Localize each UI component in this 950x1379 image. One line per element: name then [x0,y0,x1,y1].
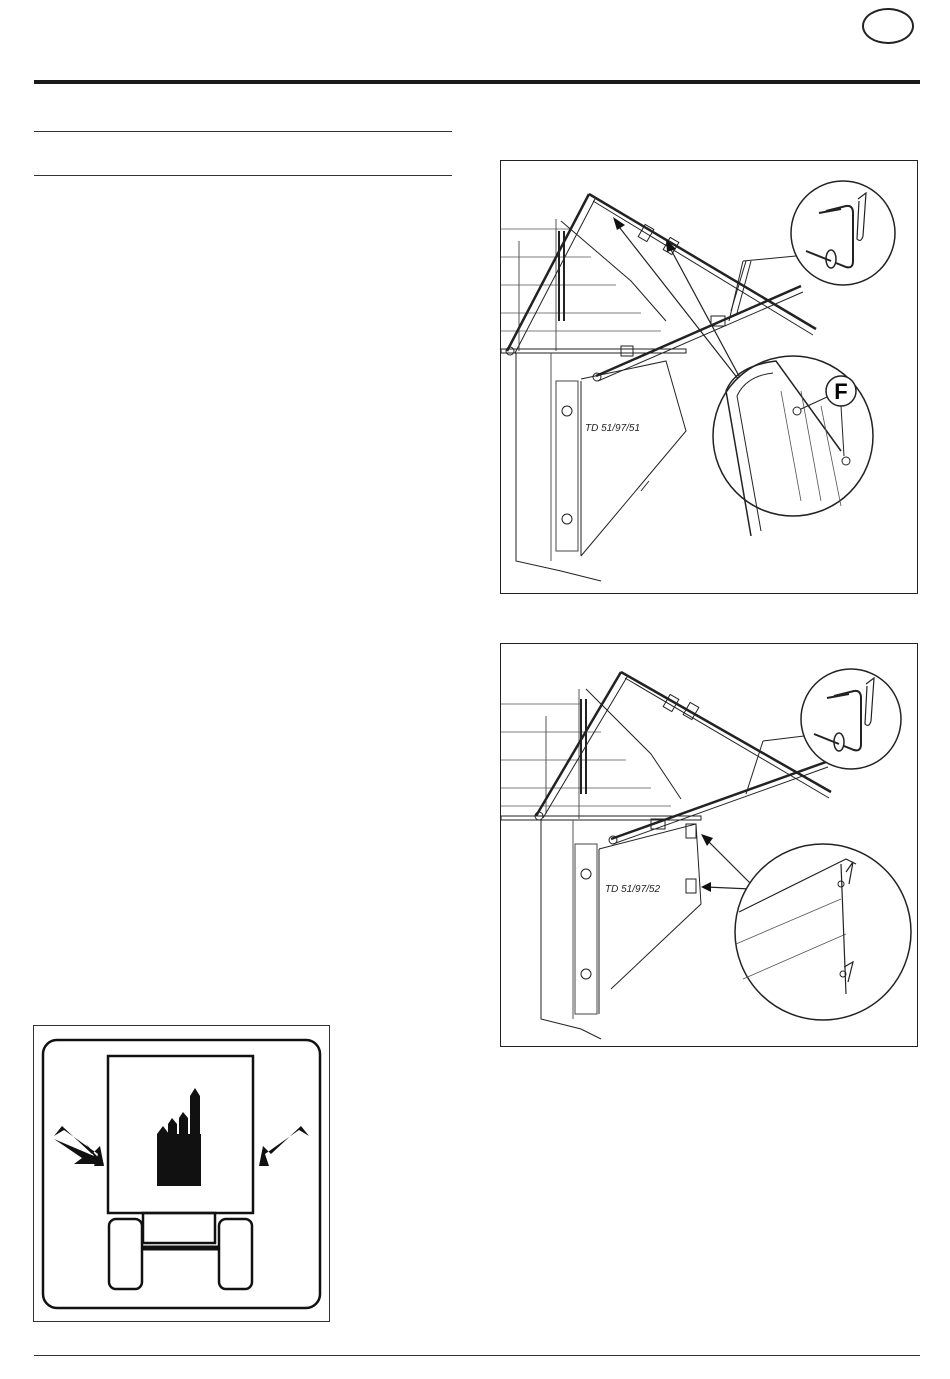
cover-arm-lower [611,762,826,839]
callout-letter-f: F [834,379,848,404]
detail-callout [713,356,873,536]
cover-arm-top [621,672,831,792]
figure-1-drawing [501,161,916,592]
section-rule-bottom [34,175,452,176]
figure-2-code: TD 51/97/52 [605,884,661,895]
header-rule [34,80,920,84]
safety-sign-frame [33,1025,330,1322]
side-panel [599,824,701,989]
safety-sign [34,1026,329,1321]
figure-1-code: TD 51/97/51 [585,423,641,434]
section-rule-top [34,131,452,132]
language-badge [862,8,914,44]
wheel-left-icon [109,1219,142,1289]
pin-callout [746,669,901,794]
arrow-head [701,882,711,892]
figure-2 [500,643,918,1047]
detail-callout [735,844,911,1020]
footer-rule [34,1355,920,1356]
figure-1 [500,160,918,594]
pin-callout [729,181,895,321]
wheel-right-icon [219,1219,252,1289]
side-panel [581,361,686,556]
arrow-left-icon [259,1126,309,1166]
figure-2-drawing [501,644,916,1045]
